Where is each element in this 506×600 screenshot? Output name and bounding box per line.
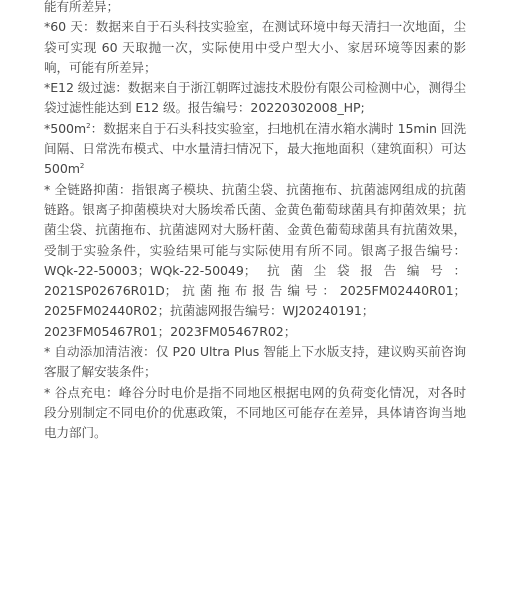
- footnote-antibacterial: [44, 180, 466, 342]
- footnote-500-prefix: *500m: [44, 120, 87, 136]
- footnote-e12-filter: *E12 级过滤：数据来自于浙江朝晖过滤技术股份有限公司检测中心，测得尘袋过滤性能达到 E12 级。报告编号：20220302008_HP;: [44, 80, 466, 116]
- footnotes-block: [44, 0, 466, 444]
- superscript-2: 2: [79, 162, 85, 171]
- footnote-60-days: *60 天：数据来自于石头科技实验室，在测试环境中每天清扫一次地面，尘袋可实现 60 天取抛一次，实际使用中受户型大小、家居环境等因素的影响，可能有所差异；: [44, 19, 466, 75]
- footnote-valley-charging: * 谷点充电：峰谷分时电价是指不同地区根据电网的负荷变化情况，对各时段分别制定不同电价的优惠政策，不同地区可能存在差异，具体请咨询当地电力部门。: [44, 384, 466, 441]
- footnote-antibacterial-tail: 2023FM05467R01；2023FM05467R02；: [44, 323, 297, 339]
- footnote-auto-detergent: * 自动添加清洁液：仅 P20 Ultra Plus 智能上下水版支持，建议购买前咨询客服了解安装条件；: [44, 344, 466, 380]
- footnote-500-sqm: [44, 119, 466, 180]
- footnote-antibacterial-text: * 全链路抑菌：指银离子模块、抗菌尘袋、抗菌拖布、抗菌滤网组成的抗菌链路。银离子抑菌模块对大肠埃希氏菌、金黄色葡萄球菌具有抑菌效果；抗菌尘袋、抗菌拖布、抗菌滤网对大肠杆菌、金黄色葡萄球菌具有抗菌效果，受制于实验条件，实验结果可能与实际使用有所不同。银离子报告编号：WQk-22-50003；WQk-22-50049；抗菌尘袋报告编号：2021SP02676R01D；抗菌拖布报告编号：2025FM02440R01；2025FM02440R02；抗菌滤网报告编号：WJ20240191；: [44, 181, 466, 319]
- superscript-2: 2: [86, 121, 91, 130]
- continued-note: 能有所差异；: [44, 0, 119, 14]
- footnote-500-body: ：数据来自于石头科技实验室，扫地机在清水箱水满时 15min 回洗间隔、日常洗布模式、中水量清扫情况下，最大拖地面积（建筑面积）可达 500m: [44, 120, 466, 177]
